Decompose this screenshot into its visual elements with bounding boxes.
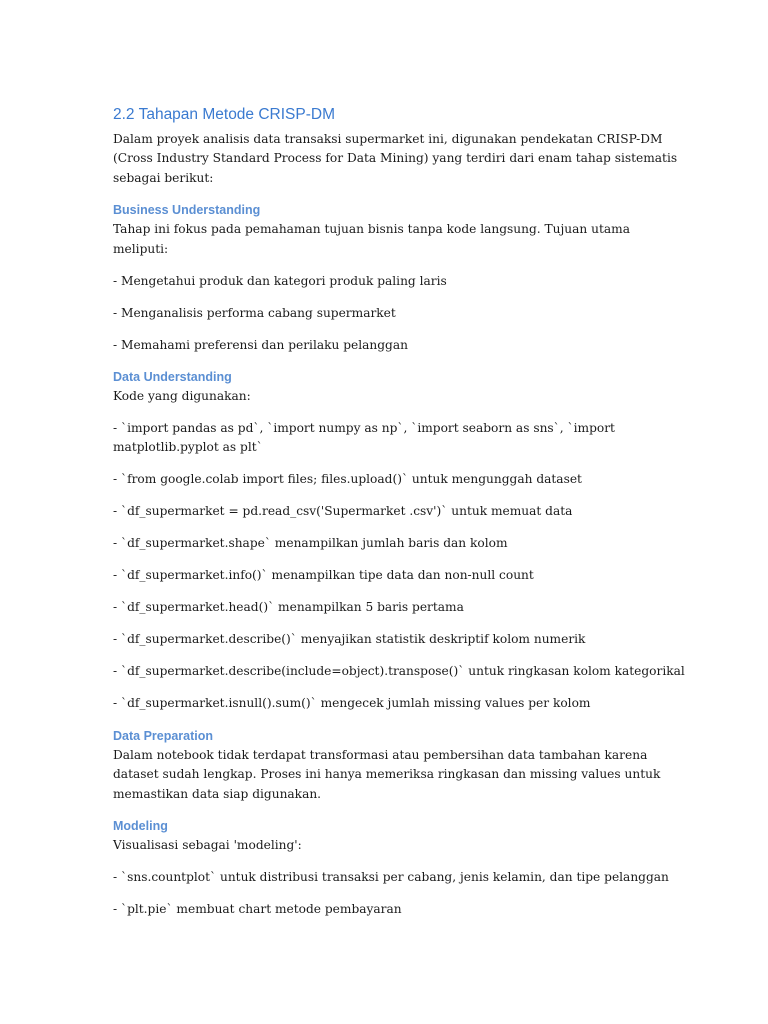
heading-data-preparation: Data Preparation — [113, 728, 214, 743]
paragraph-line: Visualisasi sebagai 'modeling': — [113, 838, 302, 853]
list-item: - `df_supermarket.describe(include=object).transpose()` untuk ringkasan kolom kategorikal — [113, 664, 685, 679]
list-item: - Memahami preferensi dan perilaku pelanggan — [113, 337, 408, 352]
heading-data-understanding: Data Understanding — [113, 370, 232, 385]
intro-line: (Cross Industry Standard Process for Data Mining) yang terdiri dari enam tahap sistematis — [113, 151, 678, 166]
document-page — [113, 104, 693, 932]
paragraph — [113, 746, 693, 804]
list-item: - Menganalisis performa cabang supermarket — [113, 305, 396, 320]
list-item: - `sns.countplot` untuk distribusi transaksi per cabang, jenis kelamin, dan tipe pelanggan — [113, 870, 669, 885]
section-title: 2.2 Tahapan Metode CRISP-DM — [113, 106, 335, 123]
list-item: - `df_supermarket.shape` menampilkan jumlah baris dan kolom — [113, 536, 508, 551]
paragraph — [113, 836, 693, 855]
list-item: - `df_supermarket.describe()` menyajikan statistik deskriptif kolom numerik — [113, 632, 586, 647]
list-item: - `df_supermarket = pd.read_csv('Supermarket .csv')` untuk memuat data — [113, 504, 573, 519]
paragraph-line: meliputi: — [113, 241, 169, 256]
paragraph-line: memastikan data siap digunakan. — [113, 786, 322, 801]
paragraph — [113, 387, 693, 406]
heading-modeling: Modeling — [113, 819, 168, 834]
list-item — [113, 419, 693, 458]
intro-line: Dalam proyek analisis data transaksi supermarket ini, digunakan pendekatan CRISP-DM — [113, 132, 663, 146]
intro-paragraph — [113, 130, 693, 188]
list-item: - `plt.pie` membuat chart metode pembayaran — [113, 902, 402, 917]
paragraph — [113, 220, 693, 259]
list-item-line: - `import pandas as pd`, `import numpy as np`, `import seaborn as sns`, `import — [113, 421, 615, 436]
paragraph-line: Kode yang digunakan: — [113, 389, 251, 404]
intro-line: sebagai berikut: — [113, 170, 214, 185]
list-item: - `df_supermarket.isnull().sum()` mengecek jumlah missing values per kolom — [113, 696, 591, 711]
paragraph-line: dataset sudah lengkap. Proses ini hanya memeriksa ringkasan dan missing values untuk — [113, 767, 661, 782]
heading-business-understanding: Business Understanding — [113, 203, 261, 218]
list-item: - `from google.colab import files; files.upload()` untuk mengunggah dataset — [113, 472, 582, 487]
list-item: - Mengetahui produk dan kategori produk paling laris — [113, 273, 447, 288]
list-item: - `df_supermarket.info()` menampilkan tipe data dan non-null count — [113, 568, 534, 583]
list-item-line: matplotlib.pyplot as plt` — [113, 440, 263, 455]
list-item: - `df_supermarket.head()` menampilkan 5 baris pertama — [113, 600, 464, 615]
paragraph-line: Tahap ini fokus pada pemahaman tujuan bisnis tanpa kode langsung. Tujuan utama — [113, 222, 630, 237]
paragraph-line: Dalam notebook tidak terdapat transformasi atau pembersihan data tambahan karena — [113, 747, 648, 762]
